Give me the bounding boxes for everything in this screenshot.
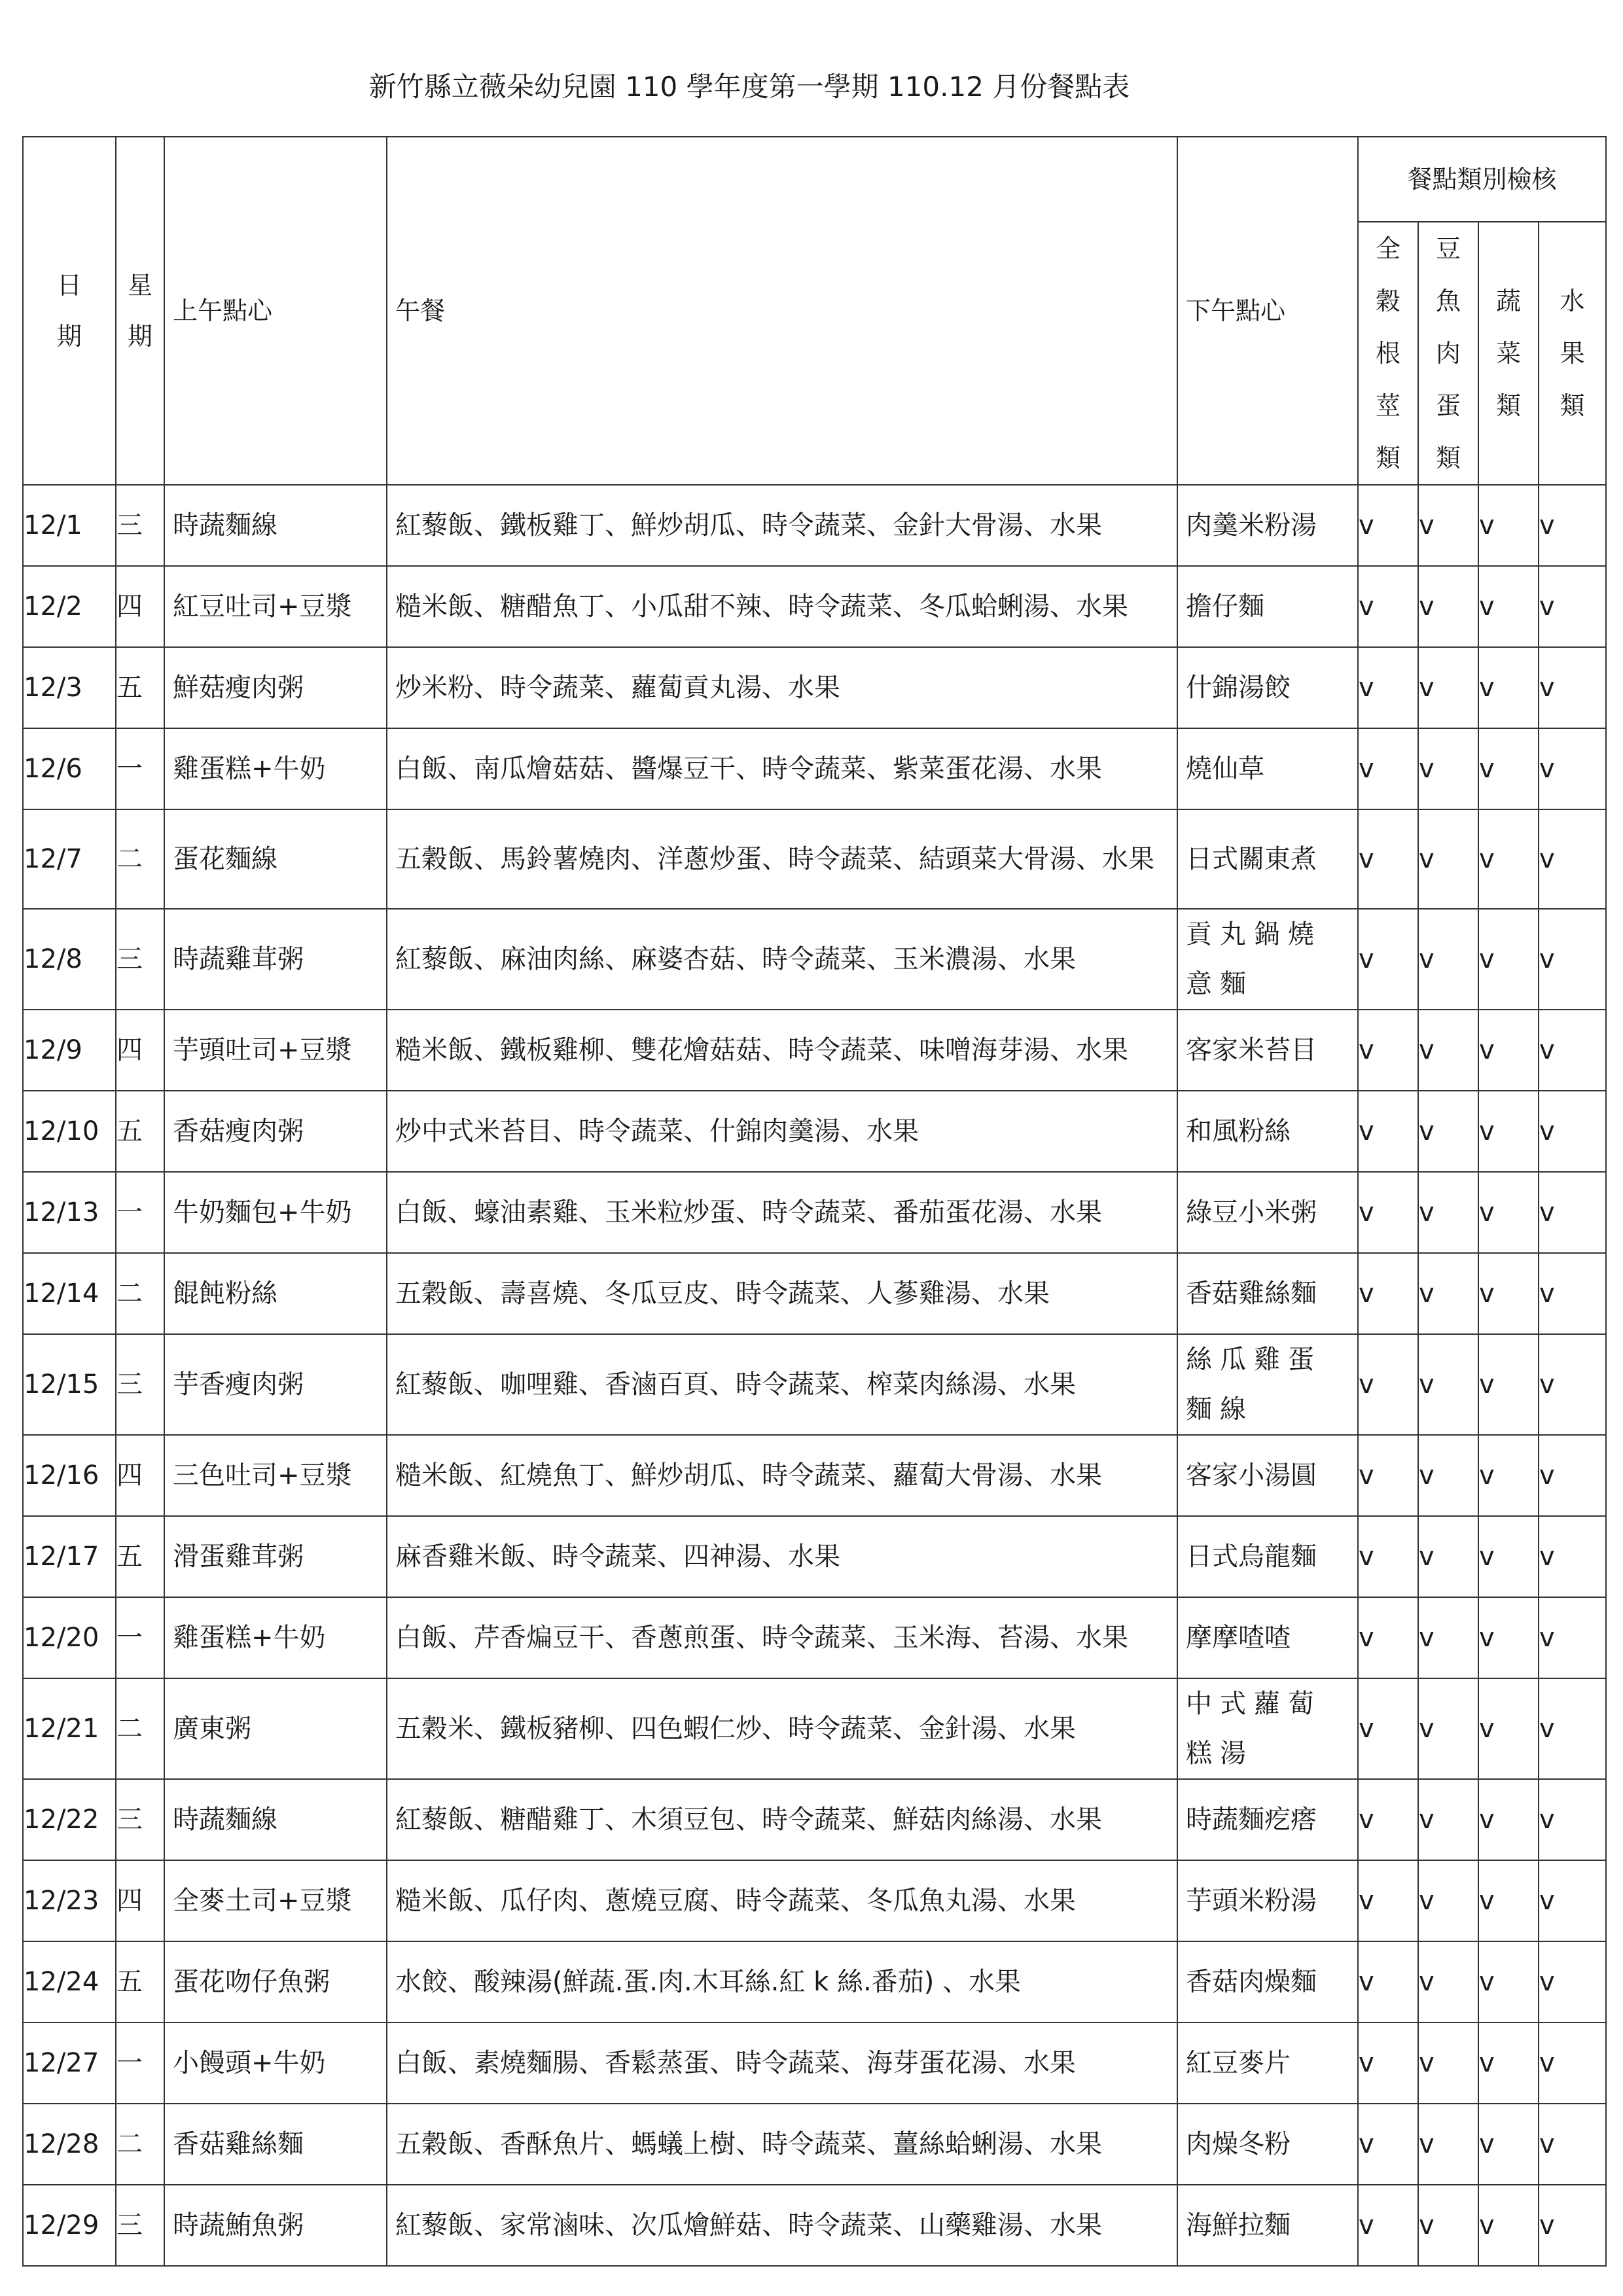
cell-check-mark: v <box>1358 1172 1418 1253</box>
cell-lunch: 紅藜飯、家常滷味、次瓜燴鮮菇、時令蔬菜、山藥雞湯、水果 <box>387 2185 1177 2266</box>
cell-check-mark: v <box>1539 809 1606 909</box>
cell-afternoon-snack: 芋頭米粉湯 <box>1177 1860 1358 1941</box>
cell-lunch: 白飯、芹香煸豆干、香蔥煎蛋、時令蔬菜、玉米海、苔湯、水果 <box>387 1597 1177 1678</box>
cell-day: 四 <box>116 1860 164 1941</box>
cell-date: 12/14 <box>23 1253 116 1334</box>
cell-check-mark: v <box>1478 1091 1539 1172</box>
cell-check-mark: v <box>1539 1435 1606 1516</box>
cell-check-mark: v <box>1418 2022 1478 2104</box>
cell-check-mark: v <box>1358 1010 1418 1091</box>
cell-day: 一 <box>116 728 164 809</box>
table-row <box>23 1435 1606 1516</box>
cell-afternoon-snack: 紅豆麥片 <box>1177 2022 1358 2104</box>
cell-check-mark: v <box>1358 647 1418 728</box>
cell-lunch: 五穀飯、壽喜燒、冬瓜豆皮、時令蔬菜、人蔘雞湯、水果 <box>387 1253 1177 1334</box>
cell-morning-snack: 餛飩粉絲 <box>164 1253 387 1334</box>
cell-morning-snack: 芋頭吐司+豆漿 <box>164 1010 387 1091</box>
cell-morning-snack: 時蔬雞茸粥 <box>164 909 387 1010</box>
cell-check-mark: v <box>1358 1678 1418 1779</box>
cell-afternoon-snack: 時蔬麵疙瘩 <box>1177 1779 1358 1860</box>
cell-morning-snack: 香菇雞絲麵 <box>164 2104 387 2185</box>
cell-check-mark: v <box>1478 1253 1539 1334</box>
cell-lunch: 紅藜飯、糖醋雞丁、木須豆包、時令蔬菜、鮮菇肉絲湯、水果 <box>387 1779 1177 1860</box>
cell-check-mark: v <box>1539 1172 1606 1253</box>
cell-afternoon-snack: 燒仙草 <box>1177 728 1358 809</box>
cell-day: 二 <box>116 2104 164 2185</box>
cell-day: 三 <box>116 485 164 566</box>
cell-check-mark: v <box>1539 1860 1606 1941</box>
cell-check-mark: v <box>1539 1597 1606 1678</box>
cell-morning-snack: 芋香瘦肉粥 <box>164 1334 387 1435</box>
cell-check-mark: v <box>1478 1941 1539 2022</box>
table-row <box>23 1779 1606 1860</box>
header-lunch: 午餐 <box>387 137 1177 485</box>
cell-check-mark: v <box>1478 2022 1539 2104</box>
cell-check-mark: v <box>1358 485 1418 566</box>
cell-check-mark: v <box>1478 1860 1539 1941</box>
cell-check-mark: v <box>1418 1435 1478 1516</box>
cell-check-mark: v <box>1478 909 1539 1010</box>
cell-morning-snack: 時蔬麵線 <box>164 485 387 566</box>
cell-morning-snack: 牛奶麵包+牛奶 <box>164 1172 387 1253</box>
table-row <box>23 647 1606 728</box>
cell-lunch: 糙米飯、鐵板雞柳、雙花燴菇菇、時令蔬菜、味噌海芽湯、水果 <box>387 1010 1177 1091</box>
cell-check-mark: v <box>1358 2185 1418 2266</box>
header-morning-snack: 上午點心 <box>164 137 387 485</box>
cell-check-mark: v <box>1539 1516 1606 1597</box>
cell-lunch: 麻香雞米飯、時令蔬菜、四神湯、水果 <box>387 1516 1177 1597</box>
cell-check-mark: v <box>1358 2104 1418 2185</box>
cell-check-mark: v <box>1478 1597 1539 1678</box>
cell-afternoon-snack: 香菇肉燥麵 <box>1177 1941 1358 2022</box>
header-check-vegetable: 蔬 菜 類 <box>1478 222 1539 485</box>
table-row <box>23 1010 1606 1091</box>
cell-check-mark: v <box>1539 485 1606 566</box>
cell-check-mark: v <box>1358 1253 1418 1334</box>
table-row <box>23 566 1606 647</box>
cell-afternoon-snack: 和風粉絲 <box>1177 1091 1358 1172</box>
cell-check-mark: v <box>1539 1091 1606 1172</box>
cell-check-mark: v <box>1539 1678 1606 1779</box>
cell-check-mark: v <box>1539 1010 1606 1091</box>
cell-check-mark: v <box>1539 1334 1606 1435</box>
cell-morning-snack: 蛋花吻仔魚粥 <box>164 1941 387 2022</box>
cell-check-mark: v <box>1418 566 1478 647</box>
cell-morning-snack: 紅豆吐司+豆漿 <box>164 566 387 647</box>
cell-day: 二 <box>116 1253 164 1334</box>
cell-check-mark: v <box>1418 1678 1478 1779</box>
cell-day: 二 <box>116 1678 164 1779</box>
cell-date: 12/17 <box>23 1516 116 1597</box>
cell-check-mark: v <box>1418 2185 1478 2266</box>
header-check-group: 餐點類別檢核 <box>1358 137 1606 222</box>
cell-afternoon-snack: 肉燥冬粉 <box>1177 2104 1358 2185</box>
cell-day: 五 <box>116 1941 164 2022</box>
cell-date: 12/16 <box>23 1435 116 1516</box>
cell-check-mark: v <box>1418 1172 1478 1253</box>
cell-check-mark: v <box>1478 809 1539 909</box>
table-row <box>23 1597 1606 1678</box>
cell-lunch: 紅藜飯、鐵板雞丁、鮮炒胡瓜、時令蔬菜、金針大骨湯、水果 <box>387 485 1177 566</box>
cell-date: 12/15 <box>23 1334 116 1435</box>
cell-afternoon-snack: 什錦湯餃 <box>1177 647 1358 728</box>
cell-lunch: 紅藜飯、咖哩雞、香滷百頁、時令蔬菜、榨菜肉絲湯、水果 <box>387 1334 1177 1435</box>
cell-check-mark: v <box>1478 1010 1539 1091</box>
header-date: 日 期 <box>23 137 116 485</box>
cell-check-mark: v <box>1478 1435 1539 1516</box>
cell-check-mark: v <box>1418 1010 1478 1091</box>
cell-check-mark: v <box>1358 1435 1418 1516</box>
table-row <box>23 809 1606 909</box>
cell-day: 一 <box>116 1172 164 1253</box>
cell-afternoon-snack: 日式烏龍麵 <box>1177 1516 1358 1597</box>
cell-day: 五 <box>116 1516 164 1597</box>
cell-lunch: 糙米飯、糖醋魚丁、小瓜甜不辣、時令蔬菜、冬瓜蛤蜊湯、水果 <box>387 566 1177 647</box>
cell-afternoon-snack: 絲瓜雞蛋麵線 <box>1177 1334 1358 1435</box>
cell-afternoon-snack: 肉羹米粉湯 <box>1177 485 1358 566</box>
cell-check-mark: v <box>1418 1860 1478 1941</box>
cell-check-mark: v <box>1478 1172 1539 1253</box>
cell-afternoon-snack: 擔仔麵 <box>1177 566 1358 647</box>
cell-check-mark: v <box>1539 2022 1606 2104</box>
cell-date: 12/13 <box>23 1172 116 1253</box>
cell-check-mark: v <box>1539 1253 1606 1334</box>
cell-check-mark: v <box>1418 1334 1478 1435</box>
header-afternoon-snack: 下午點心 <box>1177 137 1358 485</box>
cell-date: 12/7 <box>23 809 116 909</box>
cell-check-mark: v <box>1478 1779 1539 1860</box>
cell-lunch: 糙米飯、紅燒魚丁、鮮炒胡瓜、時令蔬菜、蘿蔔大骨湯、水果 <box>387 1435 1177 1516</box>
cell-date: 12/22 <box>23 1779 116 1860</box>
meal-table <box>22 136 1607 2267</box>
cell-check-mark: v <box>1478 485 1539 566</box>
table-row <box>23 1860 1606 1941</box>
cell-morning-snack: 三色吐司+豆漿 <box>164 1435 387 1516</box>
cell-check-mark: v <box>1539 2104 1606 2185</box>
cell-date: 12/27 <box>23 2022 116 2104</box>
cell-check-mark: v <box>1358 566 1418 647</box>
cell-check-mark: v <box>1418 485 1478 566</box>
cell-check-mark: v <box>1418 2104 1478 2185</box>
cell-check-mark: v <box>1418 909 1478 1010</box>
cell-lunch: 五穀米、鐵板豬柳、四色蝦仁炒、時令蔬菜、金針湯、水果 <box>387 1678 1177 1779</box>
cell-morning-snack: 時蔬鮪魚粥 <box>164 2185 387 2266</box>
cell-check-mark: v <box>1478 566 1539 647</box>
cell-lunch: 五穀飯、馬鈴薯燒肉、洋蔥炒蛋、時令蔬菜、結頭菜大骨湯、水果 <box>387 809 1177 909</box>
table-row <box>23 1172 1606 1253</box>
cell-date: 12/8 <box>23 909 116 1010</box>
cell-date: 12/24 <box>23 1941 116 2022</box>
cell-afternoon-snack: 海鮮拉麵 <box>1177 2185 1358 2266</box>
cell-afternoon-snack: 客家米苔目 <box>1177 1010 1358 1091</box>
cell-check-mark: v <box>1418 728 1478 809</box>
cell-check-mark: v <box>1539 2185 1606 2266</box>
cell-day: 三 <box>116 909 164 1010</box>
cell-check-mark: v <box>1478 1334 1539 1435</box>
cell-check-mark: v <box>1418 1091 1478 1172</box>
cell-afternoon-snack: 貢丸鍋燒意麵 <box>1177 909 1358 1010</box>
cell-check-mark: v <box>1418 647 1478 728</box>
cell-lunch: 五穀飯、香酥魚片、螞蟻上樹、時令蔬菜、薑絲蛤蜊湯、水果 <box>387 2104 1177 2185</box>
cell-day: 四 <box>116 566 164 647</box>
cell-check-mark: v <box>1478 1678 1539 1779</box>
table-row <box>23 2104 1606 2185</box>
cell-check-mark: v <box>1539 566 1606 647</box>
cell-check-mark: v <box>1478 728 1539 809</box>
cell-check-mark: v <box>1358 1334 1418 1435</box>
table-row <box>23 728 1606 809</box>
table-row <box>23 2185 1606 2266</box>
cell-lunch: 糙米飯、瓜仔肉、蔥燒豆腐、時令蔬菜、冬瓜魚丸湯、水果 <box>387 1860 1177 1941</box>
cell-morning-snack: 香菇瘦肉粥 <box>164 1091 387 1172</box>
cell-check-mark: v <box>1358 1597 1418 1678</box>
cell-day: 三 <box>116 1334 164 1435</box>
cell-day: 四 <box>116 1435 164 1516</box>
cell-check-mark: v <box>1539 909 1606 1010</box>
cell-day: 四 <box>116 1010 164 1091</box>
cell-afternoon-snack: 日式關東煮 <box>1177 809 1358 909</box>
cell-check-mark: v <box>1539 647 1606 728</box>
cell-afternoon-snack: 綠豆小米粥 <box>1177 1172 1358 1253</box>
cell-check-mark: v <box>1478 2185 1539 2266</box>
cell-afternoon-snack: 香菇雞絲麵 <box>1177 1253 1358 1334</box>
table-row <box>23 1678 1606 1779</box>
cell-check-mark: v <box>1358 1941 1418 2022</box>
cell-morning-snack: 全麥土司+豆漿 <box>164 1860 387 1941</box>
cell-check-mark: v <box>1478 2104 1539 2185</box>
cell-check-mark: v <box>1478 647 1539 728</box>
cell-check-mark: v <box>1418 1779 1478 1860</box>
cell-date: 12/2 <box>23 566 116 647</box>
header-check-protein: 豆 魚 肉 蛋 類 <box>1418 222 1478 485</box>
table-row <box>23 909 1606 1010</box>
cell-check-mark: v <box>1418 1597 1478 1678</box>
table-row <box>23 2022 1606 2104</box>
table-row <box>23 1941 1606 2022</box>
header-check-fruit: 水 果 類 <box>1539 222 1606 485</box>
table-row <box>23 1253 1606 1334</box>
cell-check-mark: v <box>1539 1941 1606 2022</box>
cell-morning-snack: 雞蛋糕+牛奶 <box>164 1597 387 1678</box>
cell-date: 12/9 <box>23 1010 116 1091</box>
cell-day: 三 <box>116 2185 164 2266</box>
cell-lunch: 白飯、素燒麵腸、香鬆蒸蛋、時令蔬菜、海芽蛋花湯、水果 <box>387 2022 1177 2104</box>
cell-check-mark: v <box>1358 1516 1418 1597</box>
cell-afternoon-snack: 客家小湯圓 <box>1177 1435 1358 1516</box>
cell-morning-snack: 雞蛋糕+牛奶 <box>164 728 387 809</box>
cell-morning-snack: 時蔬麵線 <box>164 1779 387 1860</box>
cell-date: 12/20 <box>23 1597 116 1678</box>
cell-morning-snack: 小饅頭+牛奶 <box>164 2022 387 2104</box>
cell-lunch: 水餃、酸辣湯(鮮蔬.蛋.肉.木耳絲.紅 k 絲.番茄) 、水果 <box>387 1941 1177 2022</box>
cell-date: 12/10 <box>23 1091 116 1172</box>
cell-check-mark: v <box>1418 1253 1478 1334</box>
cell-check-mark: v <box>1418 1941 1478 2022</box>
cell-check-mark: v <box>1358 1091 1418 1172</box>
table-row <box>23 1091 1606 1172</box>
cell-afternoon-snack: 中式蘿蔔糕湯 <box>1177 1678 1358 1779</box>
cell-day: 一 <box>116 1597 164 1678</box>
cell-date: 12/23 <box>23 1860 116 1941</box>
cell-check-mark: v <box>1539 728 1606 809</box>
cell-day: 三 <box>116 1779 164 1860</box>
page-title: 新竹縣立薇朵幼兒園 110 學年度第一學期 110.12 月份餐點表 <box>368 71 1130 103</box>
cell-date: 12/21 <box>23 1678 116 1779</box>
cell-date: 12/29 <box>23 2185 116 2266</box>
cell-day: 五 <box>116 1091 164 1172</box>
cell-check-mark: v <box>1418 809 1478 909</box>
cell-check-mark: v <box>1539 1779 1606 1860</box>
cell-lunch: 白飯、蠔油素雞、玉米粒炒蛋、時令蔬菜、番茄蛋花湯、水果 <box>387 1172 1177 1253</box>
cell-check-mark: v <box>1358 1860 1418 1941</box>
cell-morning-snack: 蛋花麵線 <box>164 809 387 909</box>
header-day: 星 期 <box>116 137 164 485</box>
cell-lunch: 紅藜飯、麻油肉絲、麻婆杏菇、時令蔬菜、玉米濃湯、水果 <box>387 909 1177 1010</box>
table-row <box>23 1334 1606 1435</box>
table-row <box>23 1516 1606 1597</box>
cell-date: 12/28 <box>23 2104 116 2185</box>
cell-day: 二 <box>116 809 164 909</box>
cell-date: 12/1 <box>23 485 116 566</box>
cell-check-mark: v <box>1358 909 1418 1010</box>
cell-afternoon-snack: 摩摩喳喳 <box>1177 1597 1358 1678</box>
cell-check-mark: v <box>1358 2022 1418 2104</box>
cell-check-mark: v <box>1358 1779 1418 1860</box>
cell-morning-snack: 滑蛋雞茸粥 <box>164 1516 387 1597</box>
cell-check-mark: v <box>1418 1516 1478 1597</box>
header-check-grains: 全 穀 根 莖 類 <box>1358 222 1418 485</box>
table-row <box>23 485 1606 566</box>
cell-morning-snack: 廣東粥 <box>164 1678 387 1779</box>
cell-lunch: 炒米粉、時令蔬菜、蘿蔔貢丸湯、水果 <box>387 647 1177 728</box>
cell-check-mark: v <box>1358 809 1418 909</box>
cell-day: 一 <box>116 2022 164 2104</box>
cell-check-mark: v <box>1358 728 1418 809</box>
cell-check-mark: v <box>1478 1516 1539 1597</box>
cell-lunch: 炒中式米苔目、時令蔬菜、什錦肉羹湯、水果 <box>387 1091 1177 1172</box>
cell-day: 五 <box>116 647 164 728</box>
cell-date: 12/6 <box>23 728 116 809</box>
cell-morning-snack: 鮮菇瘦肉粥 <box>164 647 387 728</box>
cell-lunch: 白飯、南瓜燴菇菇、醬爆豆干、時令蔬菜、紫菜蛋花湯、水果 <box>387 728 1177 809</box>
cell-date: 12/3 <box>23 647 116 728</box>
